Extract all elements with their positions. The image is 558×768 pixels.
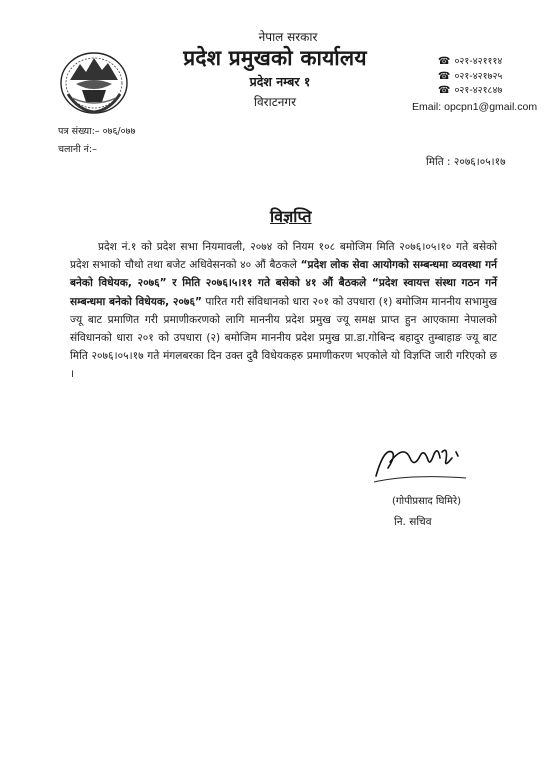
phone-line <box>438 70 537 85</box>
signatory-title: नि. सचिव <box>394 516 432 528</box>
contact-block <box>412 55 538 114</box>
province-name: प्रदेश नम्बर १ <box>249 74 311 89</box>
telephone-icon: ☎ <box>438 70 451 82</box>
phone-number: ०२१-४२१७२५ <box>454 70 503 82</box>
email-line <box>412 100 537 115</box>
body-paragraph <box>70 238 497 384</box>
phone-line <box>438 55 537 70</box>
notice-body <box>70 238 497 384</box>
body-text-part: पारित गरी संविधानको धारा २०१ को उपधारा (१) बमोजिम माननीय सभामुख ज्यू बाट प्रमाणित गरी प्रमाणीकरणको लागि माननीय प्रदेश प्रमुख ज्यू समक्ष प्राप्त हुन आएकामा नेपालको संविधानको धारा २०१ को उपधारा (२) बमोजिम माननीय प्रदेश प्रमुख प्रा.डा.गोबिन्द बहादुर तुम्बाहाङ ज्यू बाट मिति २०७६।०५।१७ गते मंगलबरका दिन उक्त दुवै विधेयकहरु प्रमाणीकरण भएकोले यो विज्ञप्ति जारी गरिएको छ । <box>70 295 497 381</box>
notice-title: विज्ञप्ति <box>270 207 312 226</box>
signature-mark <box>370 438 470 486</box>
city-name: विराटनगर <box>253 95 297 109</box>
phone-line <box>438 84 537 99</box>
nepal-emblem-icon <box>58 50 130 116</box>
email-label: Email: <box>412 100 442 113</box>
signatory-name: (गोपीप्रसाद घिमिरे) <box>392 496 461 507</box>
telephone-icon: ☎ <box>438 85 451 96</box>
reference-number: पत्र संख्या:– ०७६/०७७ <box>58 126 136 137</box>
email-address: opcpn1@gmail.com <box>444 100 538 113</box>
dispatch-number: चलानी नं:– <box>58 144 97 155</box>
telephone-icon: ☎ <box>438 56 451 67</box>
phone-number: ०२१-४२१८४७ <box>454 85 503 96</box>
phone-number: ०२१-४२१११४ <box>454 56 503 67</box>
government-name: नेपाल सरकार <box>258 30 318 44</box>
letterhead <box>150 28 400 110</box>
body-text-part: प्रदेश नं.१ को प्रदेश सभा नियमावली, २०७४ को नियम १०८ बमोजिम मिति २०७६।०५।१० गते बसेको प्रदेश सभाको चौथो तथा बजेट अधिवेसनको ४० औं बैठकले <box>70 241 497 272</box>
letter-date: मिति : २०७६।०५।१७ <box>426 156 506 168</box>
office-name: प्रदेश प्रमुखको कार्यालय <box>183 46 367 70</box>
bill-names: “प्रदेश लोक सेवा आयोगको सम्बन्धमा व्यवस्था गर्न बनेको विधेयक, २०७६” र मिति २०७६।५।११ गते बसेको ४१ औं बैठकले “प्रदेश स्वायत्त संस्था गठन गर्ने सम्बन्धमा बनेको विधेयक, २०७६” <box>70 259 497 308</box>
